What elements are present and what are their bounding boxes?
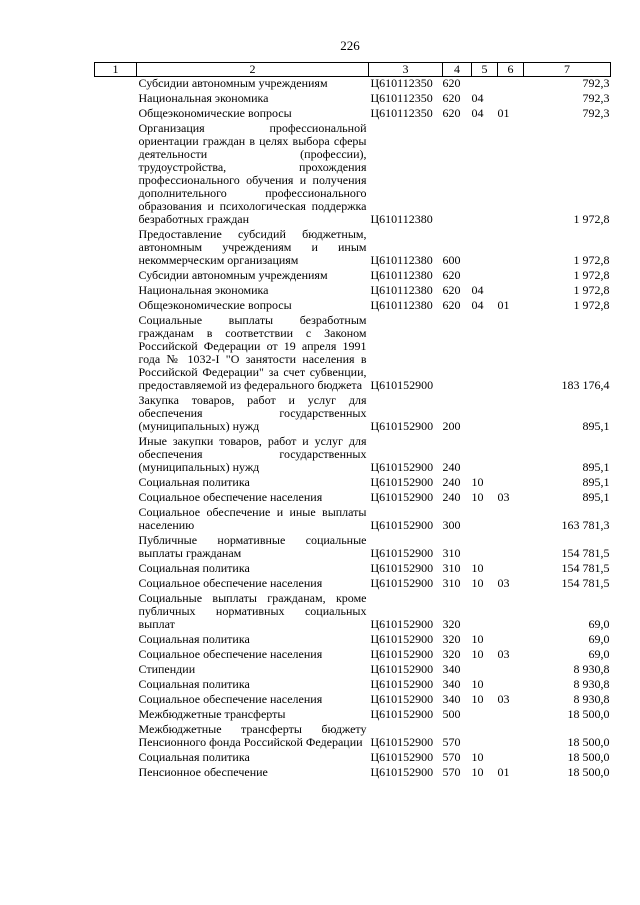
row-name: Социальное обеспечение населения [138,692,323,706]
row-vr: 200 [442,419,461,433]
row-rz: 10 [471,576,484,590]
table-row [95,534,611,562]
row-code: Ц610152900 [370,735,434,749]
row-rz: 04 [471,91,484,105]
empty-cell [95,708,137,723]
row-pr [498,92,524,107]
empty-cell [95,723,137,751]
row-pr [498,562,524,577]
row-code: Ц610152900 [370,632,434,646]
row-rz: 10 [471,561,484,575]
row-code: Ц610112380 [370,268,433,282]
column-header: 4 [443,63,472,77]
empty-cell [95,122,137,228]
row-sum: 1 972,8 [573,253,610,267]
table-row [95,314,611,394]
row-vr [443,122,472,228]
row-sum: 154 781,5 [561,546,610,560]
empty-cell [95,435,137,476]
row-vr: 620 [442,268,461,282]
row-rz: 10 [471,677,484,691]
empty-cell [95,107,137,122]
column-header: 6 [498,63,524,77]
row-name: Организация профессиональной ориентации граждан в целях выбора сферы деятельности (профессии), трудоустройства, прохождения профессионального обучения и получения дополнительного профессионального образования и психологическая поддержка безработных граждан [138,121,367,226]
column-header: 7 [524,63,611,77]
row-name: Субсидии автономным учреждениям [138,76,328,90]
row-name: Национальная экономика [138,91,269,105]
row-vr: 320 [442,632,461,646]
row-name: Национальная экономика [138,283,269,297]
row-name: Предоставление субсидий бюджетным, автономным учреждениям и иным некоммерческим организациям [138,227,367,267]
row-code: Ц610152900 [370,662,434,676]
row-rz: 10 [471,475,484,489]
row-pr [498,708,524,723]
row-rz: 10 [471,750,484,764]
row-name: Межбюджетные трансферты бюджету Пенсионного фонда Российской Федерации [138,722,367,749]
row-rz [472,723,498,751]
table-row [95,648,611,663]
row-vr: 320 [442,617,461,631]
row-rz: 10 [471,647,484,661]
row-rz [472,663,498,678]
row-code: Ц610152900 [370,378,434,392]
table-row [95,766,611,781]
empty-cell [95,663,137,678]
row-vr: 240 [442,475,461,489]
row-pr [498,435,524,476]
table-row [95,663,611,678]
row-rz: 04 [471,298,484,312]
row-rz [472,228,498,269]
row-pr [498,77,524,93]
row-sum: 1 972,8 [573,283,610,297]
row-rz: 04 [471,106,484,120]
table-row [95,751,611,766]
empty-cell [95,534,137,562]
row-rz: 10 [471,632,484,646]
row-sum: 895,1 [582,490,610,504]
table-row [95,577,611,592]
empty-cell [95,577,137,592]
row-name: Межбюджетные трансферты [138,707,286,721]
table-body [95,77,611,782]
row-vr [443,314,472,394]
row-code: Ц610112380 [370,298,433,312]
row-vr: 570 [442,765,461,779]
row-code: Ц610152900 [370,561,434,575]
row-vr: 310 [442,576,461,590]
row-code: Ц610152900 [370,419,434,433]
row-name: Социальная политика [138,475,250,489]
row-rz: 10 [471,692,484,706]
row-sum: 18 500,0 [567,765,610,779]
row-sum: 69,0 [588,647,610,661]
empty-cell [95,633,137,648]
row-code: Ц610152900 [370,490,434,504]
column-header: 2 [137,63,369,77]
row-pr [498,723,524,751]
table-row [95,476,611,491]
row-name: Стипендии [138,662,196,676]
table-row [95,506,611,534]
row-rz [472,592,498,633]
column-header-row [95,63,611,77]
row-vr: 240 [442,460,461,474]
row-code: Ц610112380 [370,253,433,267]
row-name: Общеэкономические вопросы [138,298,292,312]
table-row [95,633,611,648]
row-pr: 03 [497,692,510,706]
empty-cell [95,394,137,435]
row-vr: 570 [442,735,461,749]
empty-cell [95,766,137,781]
row-vr: 340 [442,692,461,706]
row-rz: 10 [471,765,484,779]
budget-table [94,62,611,781]
row-vr: 320 [442,647,461,661]
row-pr [498,506,524,534]
row-name: Закупка товаров, работ и услуг для обеспечения государственных (муниципальных) нужд [138,393,367,433]
row-sum: 1 972,8 [573,298,610,312]
row-sum: 8 930,8 [573,677,610,691]
row-code: Ц610152900 [370,518,434,532]
row-pr [498,678,524,693]
table-row [95,299,611,314]
row-rz [472,122,498,228]
row-sum: 183 176,4 [561,378,610,392]
empty-cell [95,299,137,314]
empty-cell [95,228,137,269]
row-sum: 18 500,0 [567,750,610,764]
row-sum: 792,3 [582,76,610,90]
row-code: Ц610112380 [370,212,433,226]
empty-cell [95,77,137,93]
column-header: 3 [369,63,443,77]
row-vr: 300 [442,518,461,532]
row-pr [498,314,524,394]
row-vr: 600 [442,253,461,267]
table-row [95,723,611,751]
table-row [95,92,611,107]
row-sum: 69,0 [588,617,610,631]
row-pr: 01 [497,106,510,120]
row-code: Ц610152900 [370,707,434,721]
row-sum: 1 972,8 [573,268,610,282]
row-pr [498,284,524,299]
row-rz [472,77,498,93]
row-pr [498,476,524,491]
table-row [95,228,611,269]
row-rz [472,314,498,394]
empty-cell [95,506,137,534]
row-rz [472,708,498,723]
empty-cell [95,678,137,693]
row-rz [472,269,498,284]
row-name: Социальная политика [138,632,250,646]
row-name: Публичные нормативные социальные выплаты гражданам [138,533,367,560]
row-pr [498,663,524,678]
row-code: Ц610152900 [370,765,434,779]
row-name: Общеэкономические вопросы [138,106,292,120]
row-vr: 500 [442,707,461,721]
page-number: 226 [340,38,360,53]
empty-cell [95,751,137,766]
row-name: Социальное обеспечение населения [138,576,323,590]
row-vr: 620 [442,298,461,312]
row-name: Социальные выплаты безработным гражданам в соответствии с Законом Российской Федерации от 19 апреля 1991 года № 1032-I "О занятости населения в Российской Федерации" за счет субвенции, предоставляемой из федерального бюджета [138,313,367,392]
row-code: Ц610152900 [370,576,434,590]
row-rz [472,506,498,534]
row-pr [498,122,524,228]
row-vr: 570 [442,750,461,764]
row-sum: 792,3 [582,106,610,120]
row-code: Ц610152900 [370,692,434,706]
row-name: Социальная политика [138,561,250,575]
row-pr: 01 [497,298,510,312]
row-sum: 154 781,5 [561,576,610,590]
row-sum: 18 500,0 [567,735,610,749]
row-name: Пенсионное обеспечение [138,765,268,779]
row-sum: 8 930,8 [573,662,610,676]
row-sum: 1 972,8 [573,212,610,226]
row-code: Ц610152900 [370,546,434,560]
row-vr: 340 [442,662,461,676]
table-row [95,107,611,122]
row-pr [498,751,524,766]
empty-cell [95,648,137,663]
row-sum: 154 781,5 [561,561,610,575]
row-vr: 340 [442,677,461,691]
table-row [95,394,611,435]
table-row [95,678,611,693]
row-rz [472,534,498,562]
empty-cell [95,562,137,577]
row-rz: 10 [471,490,484,504]
row-pr [498,592,524,633]
row-name: Субсидии автономным учреждениям [138,268,328,282]
table-row [95,77,611,93]
row-sum: 792,3 [582,91,610,105]
row-name: Социальная политика [138,677,250,691]
empty-cell [95,314,137,394]
row-name: Иные закупки товаров, работ и услуг для обеспечения государственных (муниципальных) нужд [138,434,367,474]
row-pr: 01 [497,765,510,779]
row-code: Ц610152900 [370,677,434,691]
row-code: Ц610112350 [370,91,433,105]
row-vr: 310 [442,561,461,575]
row-vr: 310 [442,546,461,560]
row-code: Ц610112350 [370,76,433,90]
table-row [95,708,611,723]
row-pr [498,269,524,284]
row-pr [498,534,524,562]
table-row [95,693,611,708]
empty-cell [95,592,137,633]
table-row [95,435,611,476]
row-pr [498,394,524,435]
column-header: 1 [95,63,137,77]
row-code: Ц610152900 [370,647,434,661]
row-name: Социальное обеспечение и иные выплаты населению [138,505,367,532]
row-name: Социальная политика [138,750,250,764]
table-row [95,592,611,633]
row-pr [498,633,524,648]
row-code: Ц610112350 [370,106,433,120]
row-code: Ц610152900 [370,617,434,631]
table-row [95,122,611,228]
table-row [95,491,611,506]
row-code: Ц610152900 [370,750,434,764]
row-rz [472,394,498,435]
empty-cell [95,693,137,708]
empty-cell [95,476,137,491]
empty-cell [95,92,137,107]
row-name: Социальное обеспечение населения [138,647,323,661]
row-sum: 8 930,8 [573,692,610,706]
row-name: Социальные выплаты гражданам, кроме публичных нормативных социальных выплат [138,591,367,631]
row-vr: 620 [442,106,461,120]
row-vr: 620 [442,91,461,105]
row-sum: 895,1 [582,475,610,489]
row-rz: 04 [471,283,484,297]
row-vr: 620 [442,283,461,297]
row-code: Ц610112380 [370,283,433,297]
row-code: Ц610152900 [370,460,434,474]
row-sum: 895,1 [582,460,610,474]
row-rz [472,435,498,476]
column-header: 5 [472,63,498,77]
row-vr: 240 [442,490,461,504]
row-pr: 03 [497,576,510,590]
table-row [95,284,611,299]
table-row [95,269,611,284]
empty-cell [95,284,137,299]
row-vr: 620 [442,76,461,90]
row-pr: 03 [497,647,510,661]
empty-cell [95,491,137,506]
row-name: Социальное обеспечение населения [138,490,323,504]
row-sum: 895,1 [582,419,610,433]
row-sum: 18 500,0 [567,707,610,721]
row-pr [498,228,524,269]
row-pr: 03 [497,490,510,504]
empty-cell [95,269,137,284]
row-sum: 163 781,3 [561,518,610,532]
row-code: Ц610152900 [370,475,434,489]
row-sum: 69,0 [588,632,610,646]
table-row [95,562,611,577]
